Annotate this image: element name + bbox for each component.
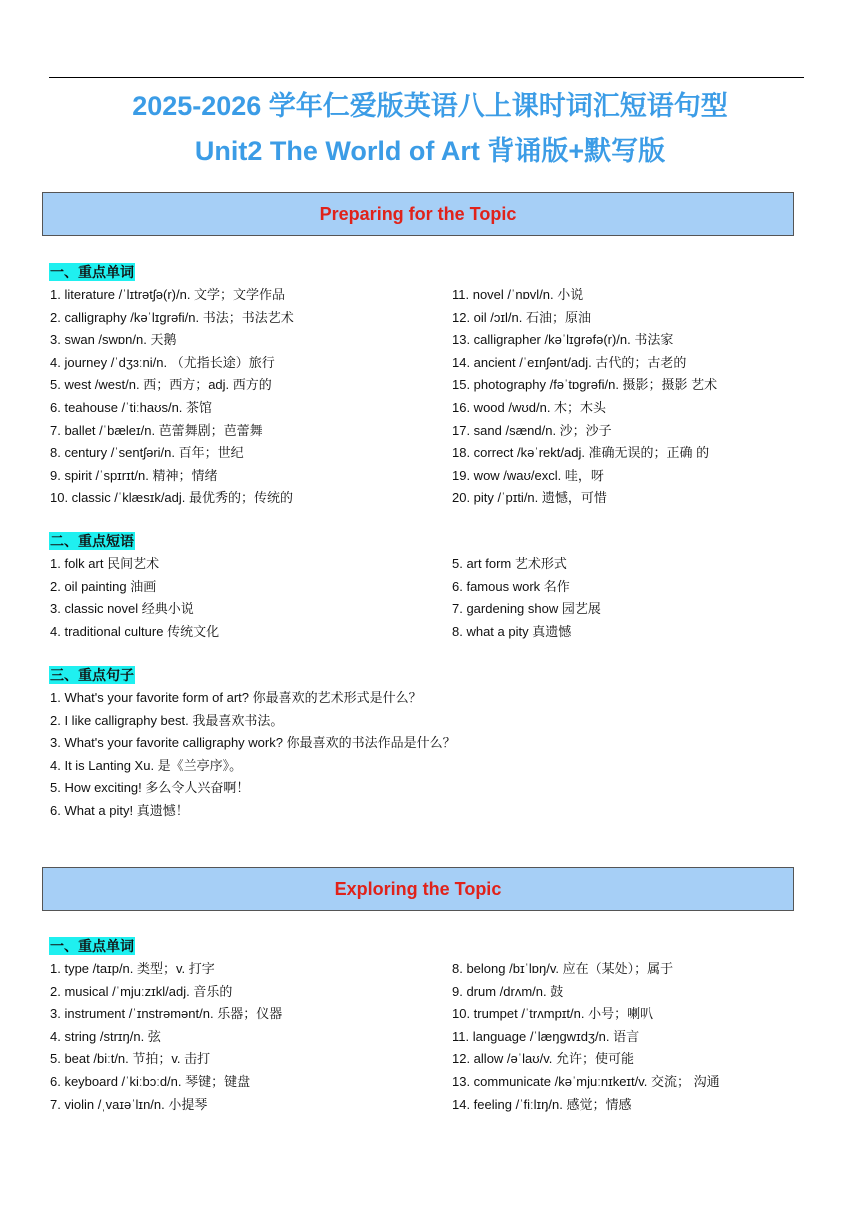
document-subtitle: Unit2 The World of Art 背诵版+默写版 — [194, 136, 666, 166]
key-phrases-heading: 二、重点短语 — [50, 533, 134, 549]
key-words-heading: 一、重点单词 — [50, 264, 134, 280]
key-words-heading: 一、重点单词 — [50, 938, 134, 954]
vocab-item: 4. string /strɪŋ/n. 弦 — [50, 1028, 161, 1044]
vocab-item: 18. correct /kəˈrekt/adj. 准确无误的；正确 的 — [452, 445, 710, 461]
section-banner-title: Exploring the Topic — [334, 878, 502, 899]
vocab-item: 5. west /west/n. 西；西方；adj. 西方的 — [50, 377, 272, 393]
vocab-item: 14. feeling /ˈfiːlɪŋ/n. 感觉；情感 — [452, 1096, 632, 1112]
vocab-item: 1. literature /ˈlɪtrətʃə(r)/n. 文学；文学作品 — [50, 287, 286, 302]
section-banner-exploring — [42, 867, 794, 911]
vocab-item: 1. type /taɪp/n. 类型；v. 打字 — [50, 961, 215, 976]
vocab-item: 11. language /ˈlæŋɡwɪdʒ/n. 语言 — [452, 1028, 640, 1044]
vocab-item: 14. ancient /ˈeɪnʃənt/adj. 古代的；古老的 — [452, 354, 687, 370]
vocab-item: 10. classic /ˈklæsɪk/adj. 最优秀的；传统的 — [50, 490, 294, 506]
vocab-item: 2. calligraphy /kəˈlɪɡrəfi/n. 书法；书法艺术 — [50, 309, 294, 325]
vocab-item: 12. allow /əˈlaʊ/v. 允许；使可能 — [452, 1051, 634, 1067]
sentence-item: 2. I like calligraphy best. 我最喜欢书法。 — [50, 712, 284, 728]
phrase-item: 5. art form 艺术形式 — [452, 556, 567, 571]
vocab-item: 17. sand /sænd/n. 沙；沙子 — [452, 422, 612, 438]
vocab-item: 20. pity /ˈpɪti/n. 遗憾，可惜 — [452, 490, 607, 506]
phrase-item: 1. folk art 民间艺术 — [50, 556, 160, 571]
section-banner-preparing — [42, 192, 794, 236]
phrase-item: 4. traditional culture 传统文化 — [50, 623, 220, 639]
phrase-item: 6. famous work 名作 — [452, 578, 570, 594]
vocab-item: 15. photography /fəˈtɒɡrəfi/n. 摄影；摄影 艺术 — [452, 377, 718, 393]
vocab-item: 19. wow /waʊ/excl. 哇，呀 — [452, 467, 604, 483]
vocab-item: 3. instrument /ˈɪnstrəmənt/n. 乐器；仪器 — [50, 1006, 283, 1022]
sentence-item: 3. What's your favorite calligraphy work? 你最喜欢的书法作品是什么？ — [50, 735, 456, 751]
sentence-item: 6. What a pity! 真遗憾！ — [50, 803, 189, 818]
phrase-item: 3. classic novel 经典小说 — [50, 601, 194, 617]
vocab-item: 6. teahouse /ˈtiːhaʊs/n. 茶馆 — [50, 400, 213, 415]
vocab-item: 3. swan /swɒn/n. 天鹅 — [50, 332, 177, 348]
phrase-item: 8. what a pity 真遗憾 — [452, 623, 572, 639]
vocab-item: 4. journey /ˈdʒɜːni/n. （尤指长途）旅行 — [50, 354, 275, 370]
vocab-item: 8. century /ˈsentʃəri/n. 百年；世纪 — [50, 445, 244, 461]
vocab-item: 7. ballet /ˈbæleɪ/n. 芭蕾舞剧；芭蕾舞 — [50, 422, 263, 438]
vocab-item: 6. keyboard /ˈkiːbɔːd/n. 琴键；键盘 — [50, 1074, 251, 1089]
vocab-item: 8. belong /bɪˈlɒŋ/v. 应在（某处）；属于 — [452, 961, 674, 976]
document-title: 2025-2026 学年仁爱版英语八上课时词汇短语句型 — [132, 91, 728, 121]
phrase-item: 2. oil painting 油画 — [50, 578, 157, 594]
top-rule — [49, 77, 804, 78]
vocab-item: 16. wood /wʊd/n. 木；木头 — [452, 400, 607, 415]
vocab-item: 5. beat /biːt/n. 节拍；v. 击打 — [50, 1051, 211, 1067]
vocab-item: 13. calligrapher /kəˈlɪɡrəfə(r)/n. 书法家 — [452, 332, 674, 348]
vocab-item: 12. oil /ɔɪl/n. 石油；原油 — [452, 309, 591, 325]
sentence-item: 1. What's your favorite form of art? 你最喜欢的艺术形式是什么？ — [50, 690, 422, 705]
vocab-item: 2. musical /ˈmjuːzɪkl/adj. 音乐的 — [50, 983, 233, 999]
vocab-item: 9. drum /drʌm/n. 鼓 — [452, 983, 564, 999]
vocab-item: 13. communicate /kəˈmjuːnɪkeɪt/v. 交流； 沟通 — [452, 1074, 720, 1089]
sentence-item: 5. How exciting! 多么令人兴奋啊！ — [50, 780, 250, 796]
key-sentences-heading: 三、重点句子 — [50, 667, 134, 683]
vocab-item: 7. violin /ˌvaɪəˈlɪn/n. 小提琴 — [50, 1096, 208, 1112]
vocab-item: 9. spirit /ˈspɪrɪt/n. 精神；情绪 — [50, 467, 218, 483]
vocab-item: 11. novel /ˈnɒvl/n. 小说 — [452, 287, 584, 302]
vocab-item: 10. trumpet /ˈtrʌmpɪt/n. 小号；喇叭 — [452, 1006, 654, 1022]
phrase-item: 7. gardening show 园艺展 — [452, 601, 601, 617]
sentence-item: 4. It is Lanting Xu. 是《兰亭序》。 — [50, 757, 243, 773]
section-banner-title: Preparing for the Topic — [319, 203, 517, 224]
